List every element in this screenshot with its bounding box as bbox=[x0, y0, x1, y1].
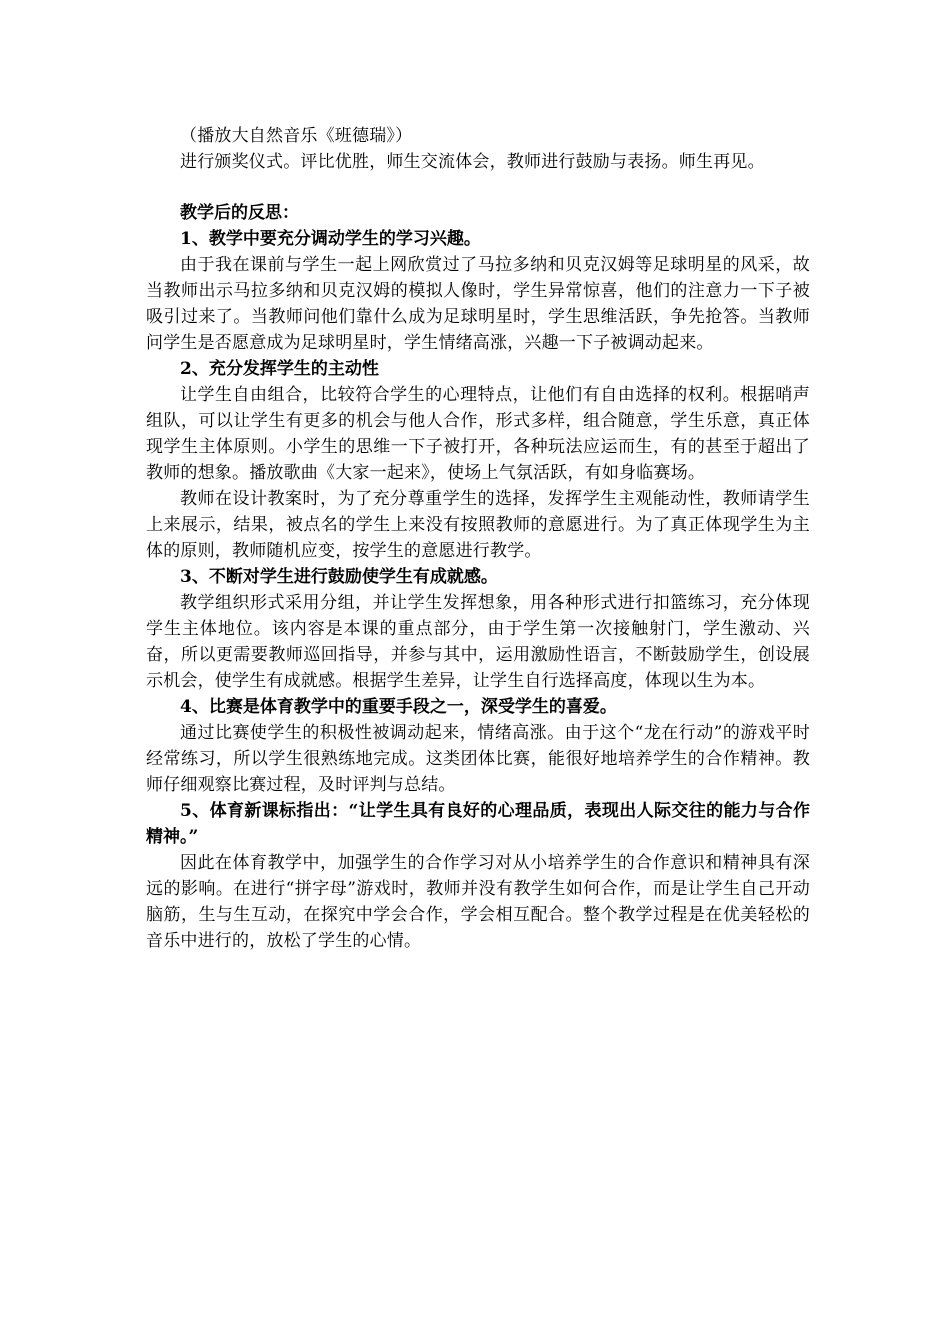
section-3-heading: 3、不断对学生进行鼓励使学生有成就感。 bbox=[180, 567, 498, 587]
opening-award-line: 进行颁奖仪式。评比优胜，师生交流体会，教师进行鼓励与表扬。师生再见。 bbox=[180, 152, 765, 172]
section-1-paragraph-1: 由于我在课前与学生一起上网欣赏过了马拉多纳和贝克汉姆等足球明星的风采，故当教师出示马拉多纳和贝克汉姆的模拟人像时，学生异常惊喜，他们的注意力一下子被吸引过来了。当教师问他们靠什么成为足球明星时，学生思维活跃，争先抢答。当教师问学生是否愿意成为足球明星时，学生情绪高涨，兴趣一下子被调动起来。 bbox=[146, 255, 810, 353]
opening-music-line: （播放大自然音乐《班德瑞》） bbox=[180, 126, 413, 146]
reflection-title: 教学后的反思： bbox=[180, 203, 299, 223]
section-2-paragraph-1: 让学生自由组合，比较符合学生的心理特点，让他们有自由选择的权利。根据哨声组队，可以让学生有更多的机会与他人合作，形式多样，组合随意，学生乐意，真正体现学生主体原则。小学生的思维一下子被打开，各种玩法应运而生，有的甚至于超出了教师的想象。播放歌曲《大家一起来》，使场上气氛活跃，有如身临赛场。 bbox=[146, 385, 810, 483]
section-1-heading: 1、教学中要充分调动学生的学习兴趣。 bbox=[180, 229, 481, 249]
section-2-paragraph-2: 教师在设计教案时，为了充分尊重学生的选择，发挥学生主观能动性，教师请学生上来展示，结果，被点名的学生上来没有按照教师的意愿进行。为了真正体现学生为主体的原则，教师随机应变，按学生的意愿进行教学。 bbox=[146, 489, 810, 561]
section-5-paragraph-1: 因此在体育教学中，加强学生的合作学习对从小培养学生的合作意识和精神具有深远的影响。在进行“拼字母”游戏时，教师并没有教学生如何合作，而是让学生自己开动脑筋，生与生互动，在探究中学会合作，学会相互配合。整个教学过程是在优美轻松的音乐中进行的，放松了学生的心情。 bbox=[146, 853, 810, 951]
section-5-heading: 5、体育新课标指出：“让学生具有良好的心理品质，表现出人际交往的能力与合作精神。” bbox=[146, 801, 810, 847]
section-4-heading: 4、比赛是体育教学中的重要手段之一，深受学生的喜爱。 bbox=[180, 697, 617, 717]
section-4-paragraph-1: 通过比赛使学生的积极性被调动起来，情绪高涨。由于这个“龙在行动”的游戏平时经常练习，所以学生很熟练地完成。这类团体比赛，能很好地培养学生的合作精神。教师仔细观察比赛过程，及时评判与总结。 bbox=[146, 723, 810, 795]
section-2-heading: 2、充分发挥学生的主动性 bbox=[180, 359, 379, 379]
paragraph-gap bbox=[146, 175, 810, 200]
section-3-paragraph-1: 教学组织形式采用分组，并让学生发挥想象，用各种形式进行扣篮练习，充分体现学生主体地位。该内容是本课的重点部分，由于学生第一次接触射门，学生激动、兴奋，所以更需要教师巡回指导，并参与其中，运用激励性语言，不断鼓励学生，创设展示机会，使学生有成就感。根据学生差异，让学生自行选择高度，体现以生为本。 bbox=[146, 593, 810, 691]
document-body bbox=[146, 123, 810, 954]
